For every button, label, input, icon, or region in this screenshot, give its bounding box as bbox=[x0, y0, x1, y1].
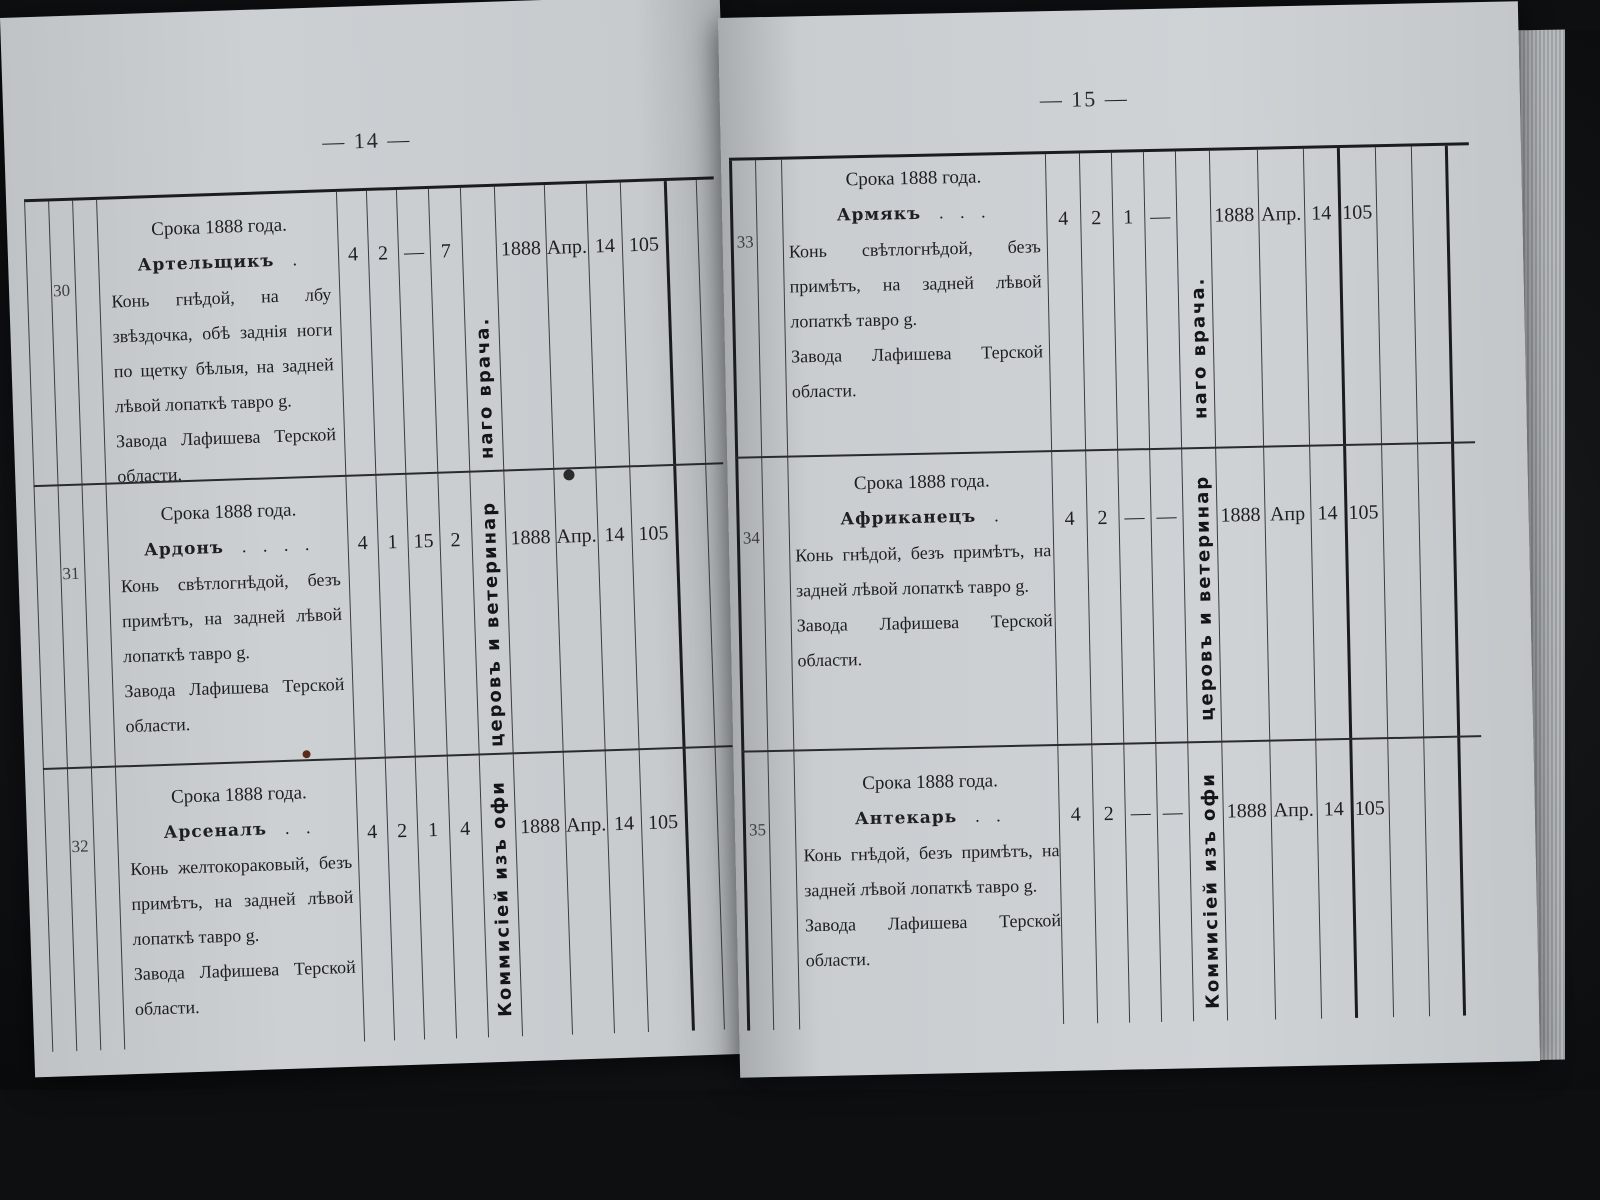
value-cell: 4 bbox=[357, 532, 368, 555]
value-cell: — bbox=[1130, 802, 1151, 825]
horse-origin: Завода Лафишева Терской области. bbox=[133, 956, 356, 1020]
month-cell: Апр. bbox=[565, 813, 607, 837]
srok-line: Срока 1888 года. bbox=[845, 166, 982, 191]
horse-description: Конь желтокораковый, безъ примѣтъ, на задней лѣвой лопаткѣ тавро g. bbox=[129, 851, 354, 950]
horse-origin: Завода Лафишева Терской области. bbox=[115, 424, 337, 487]
value-cell: 4 bbox=[347, 243, 359, 266]
ledger-row bbox=[24, 179, 723, 485]
vertical-caption: Коммисіей изъ офи bbox=[1197, 771, 1224, 1010]
ledger-row bbox=[43, 745, 742, 1052]
value-cell: 4 bbox=[1064, 507, 1075, 530]
value-cell: 4 bbox=[1070, 803, 1081, 826]
value-cell: 2 bbox=[396, 819, 408, 843]
price-cell: 105 bbox=[1354, 797, 1385, 820]
leader-dots: . . . bbox=[938, 201, 992, 223]
value-cell: 15 bbox=[413, 529, 434, 553]
row-number: 32 bbox=[71, 836, 89, 857]
ledger-row bbox=[741, 735, 1487, 1030]
leader-dots: . . . . bbox=[241, 533, 316, 557]
value-cell: 4 bbox=[459, 817, 471, 841]
leader-dots: . . bbox=[284, 816, 317, 838]
value-cell: 1 bbox=[427, 818, 439, 842]
vertical-caption: наго врача. bbox=[1187, 276, 1212, 420]
horse-origin: Завода Лафишева Терской области. bbox=[790, 341, 1044, 402]
value-cell: — bbox=[1150, 205, 1171, 228]
value-cell: 2 bbox=[377, 242, 389, 265]
entry-description bbox=[127, 774, 357, 1027]
srok-line: Срока 1888 года. bbox=[150, 214, 288, 241]
entry-description bbox=[787, 158, 1044, 409]
month-cell: Апр. bbox=[556, 524, 597, 548]
day-cell: 14 bbox=[604, 523, 625, 547]
price-cell: 105 bbox=[628, 233, 660, 257]
day-cell: 14 bbox=[1323, 798, 1344, 821]
entry-description bbox=[793, 462, 1053, 678]
row-number: 34 bbox=[742, 528, 761, 548]
year-cell: 1888 bbox=[1226, 799, 1267, 823]
value-cell: 1 bbox=[1123, 206, 1134, 229]
horse-name: Антекарь bbox=[854, 807, 958, 830]
row-number: 33 bbox=[736, 232, 754, 252]
horse-origin: Завода Лафишева Терской области. bbox=[796, 610, 1053, 671]
srok-line: Срока 1888 года. bbox=[160, 499, 297, 525]
horse-name: Ардонъ bbox=[143, 537, 225, 561]
ledger-row bbox=[735, 441, 1481, 750]
row-number: 31 bbox=[62, 563, 80, 584]
day-cell: 14 bbox=[594, 234, 616, 258]
price-cell: 105 bbox=[647, 810, 679, 834]
horse-description: Конь гнѣдой, на лбу звѣздочка, обѣ заднія ноги по щетку бѣлыя, на задней лѣвой лопаткѣ тавро g. bbox=[111, 284, 334, 417]
entry-description bbox=[802, 762, 1062, 978]
month-cell: Апр bbox=[1269, 502, 1306, 526]
value-cell: 2 bbox=[450, 529, 461, 552]
value-cell: 4 bbox=[1058, 207, 1069, 230]
horse-name: Арсеналъ bbox=[163, 819, 268, 844]
value-cell: 1 bbox=[387, 531, 398, 554]
leader-dots: . bbox=[993, 505, 1005, 526]
ledger-table bbox=[729, 142, 1487, 1030]
ledger-row bbox=[34, 462, 733, 768]
value-cell: 4 bbox=[366, 820, 378, 844]
horse-name: Артельщикъ bbox=[137, 251, 275, 276]
horse-description: Конь свѣтлогнѣдой, безъ примѣтъ, на задней лѣвой лопаткѣ тавро g. bbox=[120, 569, 343, 667]
row-number: 35 bbox=[748, 820, 767, 840]
horse-name-line bbox=[788, 193, 1041, 234]
horse-name-line bbox=[794, 497, 1051, 538]
horse-description: Конь гнѣдой, безъ примѣтъ, на задней лѣвой лопаткѣ тавро g. bbox=[795, 540, 1052, 601]
vertical-caption: церовъ и ветеринар bbox=[1191, 474, 1218, 722]
horse-origin: Завода Лафишева Терской области. bbox=[124, 673, 345, 737]
day-cell: 14 bbox=[613, 812, 635, 836]
entry-description bbox=[109, 206, 338, 494]
value-cell: 7 bbox=[440, 240, 452, 263]
ledger-table bbox=[24, 176, 742, 1051]
year-cell: 1888 bbox=[500, 237, 542, 261]
horse-description: Конь свѣтлогнѣдой, безъ примѣтъ, на задней лѣвой лопаткѣ тавро g. bbox=[788, 236, 1042, 332]
month-cell: Апр. bbox=[546, 235, 588, 259]
value-cell: 2 bbox=[1097, 506, 1108, 530]
price-cell: 105 bbox=[1341, 201, 1373, 224]
horse-origin: Завода Лафишева Терской области. bbox=[804, 910, 1062, 971]
horse-name-line bbox=[802, 797, 1059, 838]
leader-dots: . bbox=[292, 249, 304, 270]
year-cell: 1888 bbox=[519, 814, 561, 839]
vertical-caption: церовъ и ветеринар bbox=[478, 500, 508, 748]
month-cell: Апр. bbox=[1273, 798, 1315, 822]
left-page bbox=[0, 0, 755, 1077]
vertical-caption: Коммисіей изъ офи bbox=[487, 779, 517, 1018]
vertical-caption: наго врача. bbox=[472, 316, 498, 460]
value-cell: 2 bbox=[1103, 802, 1114, 826]
page-number: — 14 — bbox=[321, 126, 412, 155]
row-number: 30 bbox=[52, 280, 71, 301]
month-cell: Апр. bbox=[1260, 202, 1302, 226]
year-cell: 1888 bbox=[510, 526, 551, 550]
price-cell: 105 bbox=[638, 522, 669, 546]
value-cell: — bbox=[1124, 506, 1145, 529]
ledger-row bbox=[729, 145, 1475, 456]
srok-line: Срока 1888 года. bbox=[862, 770, 999, 795]
value-cell: — bbox=[403, 241, 425, 264]
day-cell: 14 bbox=[1310, 202, 1332, 225]
page-number: — 15 — bbox=[1039, 85, 1130, 113]
leader-dots: . . bbox=[974, 805, 1007, 826]
value-cell: — bbox=[1156, 505, 1177, 528]
year-cell: 1888 bbox=[1214, 203, 1255, 227]
horse-description: Конь гнѣдой, безъ примѣтъ, на задней лѣвой лопаткѣ тавро g. bbox=[803, 840, 1060, 901]
day-cell: 14 bbox=[1317, 502, 1338, 525]
srok-line: Срока 1888 года. bbox=[853, 470, 990, 495]
price-cell: 105 bbox=[1348, 501, 1379, 524]
value-cell: — bbox=[1162, 801, 1183, 824]
horse-name: Африканецъ bbox=[840, 506, 977, 530]
right-page bbox=[718, 1, 1540, 1078]
year-cell: 1888 bbox=[1220, 503, 1261, 527]
srok-line: Срока 1888 года. bbox=[170, 782, 308, 808]
entry-description bbox=[118, 491, 346, 744]
value-cell: 2 bbox=[1091, 207, 1102, 230]
horse-name: Армякъ bbox=[836, 203, 922, 226]
